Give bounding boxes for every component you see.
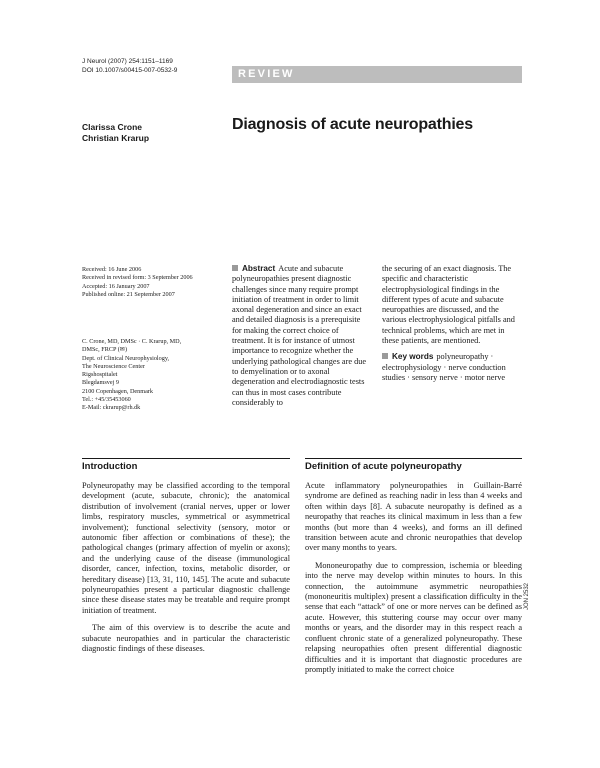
affiliation-line: 2100 Copenhagen, Denmark: [82, 387, 153, 395]
definition-body: [305, 481, 522, 675]
date-accepted: Accepted: 16 January 2007: [82, 282, 150, 290]
paragraph: Polyneuropathy may be classified according to the temporal development (acute, subacute, chronic); the anatomical distribution of involvement (cranial nerves, upper or lower limbs, respiratory muscles, symmetrical or asymmetrical involvement); functional selectivity (sensory, motor or autonomic fiber affection or combinations of these); the pathological changes (primary affection of myelin or axons); and the underlying cause of the disease (immunological disorder, cancer, infection, toxins, metabolic disorder, or hereditary disease) [13, 31, 110, 145]. The acute and subacute polyneuropathies present a particular diagnostic challenge since these disease states may be treatable and require prompt initiation of treatment.: [82, 481, 290, 615]
affiliation-line: Tel.: +45/35453060: [82, 396, 131, 404]
date-published: Published online: 21 September 2007: [82, 290, 175, 298]
author-name: Christian Krarup: [82, 133, 150, 143]
paragraph: Mononeuropathy due to compression, ischemia or bleeding into the nerve may develop within minutes to hours. In this connection, the autoimmune asymmetric neuropathies (mononeuritis multiplex) present a classification difficulty in the sense that each “attack” of one or more nerves can be defined as acute. However, this stuttering course may occur over many months or years, and the disorder may in this respect reach a confluent chronic state of a generalized polyneuropathy. These relapsing neuropathies often present differential diagnostic difficulties and it is important that diagnostic procedures are promptly initiated to make the correct choice: [305, 560, 522, 674]
email-line: E-Mail: ckrarup@rh.dk: [82, 404, 141, 412]
square-bullet-icon: [232, 265, 238, 271]
section-label: REVIEW: [238, 68, 295, 80]
affiliation-line: The Neuroscience Center: [82, 362, 145, 370]
affiliation-line: C. Crone, MD, DMSc · C. Krarup, MD,: [82, 338, 182, 345]
article-dates: [82, 266, 232, 299]
affiliation-line: Blegdamsvej 9: [82, 379, 119, 387]
abstract-text-continued: the securing of an exact diagnosis. The specific and characteristic electrophysiological findings in the different types of acute and subacute neuropathies are discussed, and the various electrophysiological pitfalls and technical problems, which are met in these patients, are mentioned.: [382, 264, 515, 346]
journal-citation: J Neurol (2007) 254:1151–1169: [82, 58, 173, 65]
section-rule: [305, 458, 522, 459]
section-label-band: [232, 66, 522, 83]
affiliation-line: DMSc, FRCP (✉): [82, 346, 128, 354]
abstract-label: Abstract: [242, 264, 276, 273]
square-bullet-icon: [382, 353, 388, 359]
keywords-text: polyneuropathy · electrophysiology · nerve conduction studies · sensory nerve · motor nerve: [382, 352, 506, 382]
paragraph: Acute inflammatory polyneuropathies in Guillain-Barré syndrome are defined as reaching nadir in less than 4 weeks and often within days [8]. A subacute neuropathy is defined as a neuropathy that reaches its clinical maximum in less than a few months (but more than 4 weeks), and forms an ill defined transition between acute and chronic neuropathies that develop over many months to years.: [305, 481, 522, 553]
author-affiliation: [82, 338, 232, 413]
keywords: [382, 352, 518, 383]
author-list: [82, 122, 149, 144]
section-rule: [82, 458, 290, 459]
date-revised: Received in revised form: 3 September 2006: [82, 274, 193, 282]
definition-heading: Definition of acute polyneuropathy: [305, 461, 462, 472]
abstract-column-2: [382, 264, 518, 383]
doi: DOI 10.1007/s00415-007-0532-9: [82, 67, 178, 74]
journal-meta: [82, 57, 177, 75]
article-title: Diagnosis of acute neuropathies: [232, 116, 473, 133]
abstract-column-1: [232, 264, 368, 408]
intro-heading: Introduction: [82, 461, 138, 472]
affiliation-line: Rigshospitalet: [82, 371, 118, 379]
paragraph: The aim of this overview is to describe the acute and subacute neuropathies and in particular the characteristic diagnostic findings of these diseases.: [82, 623, 290, 654]
affiliation-line: Dept. of Clinical Neurophysiology,: [82, 354, 170, 362]
abstract-text: Acute and subacute polyneuropathies present diagnostic challenges since many require prompt initiation of treatment in order to limit axonal degeneration and since an exact and detailed diagnosis is a prerequisite for making the correct choice of treatment. It is for instance of utmost importance to recognize whether the underlying pathological changes are due to demyelination or to axonal degeneration and electrodiagnostic tests can thus in most cases contribute considerably to: [232, 264, 367, 407]
date-received: Received: 16 June 2006: [82, 266, 142, 273]
author-name: Clarissa Crone: [82, 122, 142, 132]
document-id: JON 2532: [524, 582, 530, 610]
keywords-label: Key words: [392, 352, 434, 362]
intro-body: [82, 481, 290, 655]
